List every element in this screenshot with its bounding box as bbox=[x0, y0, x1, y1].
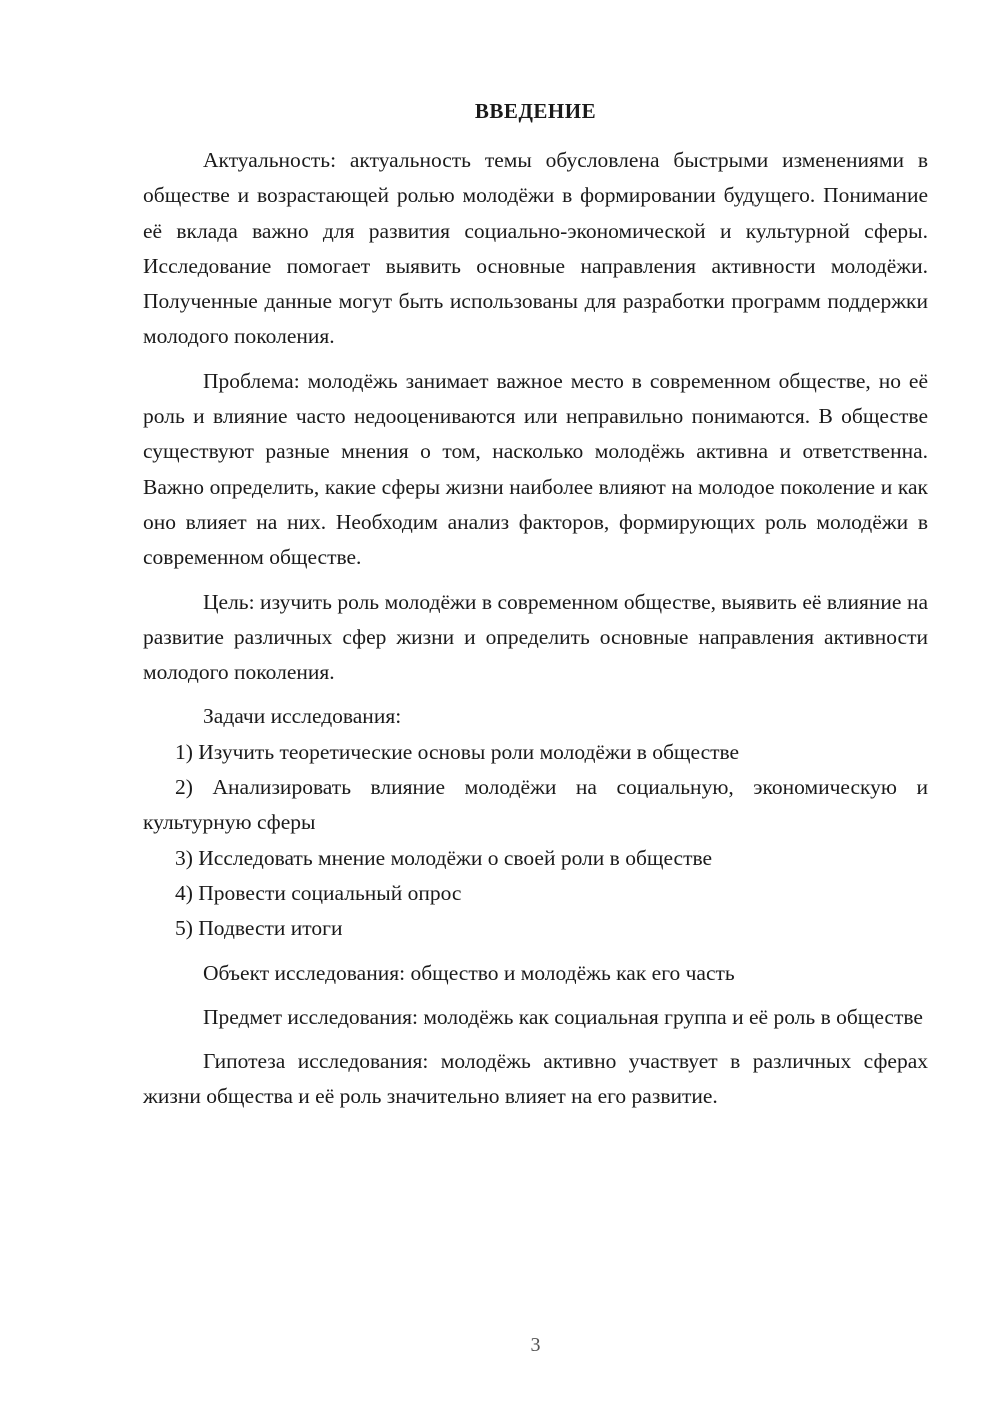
page-number: 3 bbox=[530, 1334, 541, 1356]
task-item: 5) Подвести итоги bbox=[175, 916, 343, 941]
task-item: 1) Изучить теоретические основы роли молодёжи в обществе bbox=[175, 739, 740, 764]
tasks-heading: Задачи исследования: bbox=[203, 704, 402, 729]
task-item: 2) Анализировать влияние молодёжи на социальную, экономическую и культурную сферы bbox=[143, 775, 928, 835]
task-item: 4) Провести социальный опрос bbox=[175, 880, 462, 905]
document-body bbox=[143, 143, 928, 1115]
task-item: 3) Исследовать мнение молодёжи о своей роли в обществе bbox=[175, 845, 713, 870]
problem-paragraph: Проблема: молодёжь занимает важное место в современном обществе, но её роль и влияние часто недооцениваются или неправильно понимаются. В обществе существуют разные мнения о том, насколько молодёжь активна и ответственна. Важно определить, какие сферы жизни наиболее влияют на молодое поколение и как оно влияет на них. Необходим анализ факторов, формирующих роль молодёжи в современном обществе. bbox=[143, 368, 928, 570]
subject-paragraph: Предмет исследования: молодёжь как социальная группа и её роль в обществе bbox=[203, 1004, 923, 1029]
document-page bbox=[143, 0, 928, 1414]
object-paragraph: Объект исследования: общество и молодёжь как его часть bbox=[203, 960, 735, 985]
goal-paragraph: Цель: изучить роль молодёжи в современном обществе, выявить её влияние на развитие различных сфер жизни и определить основные направления активности молодого поколения. bbox=[143, 589, 928, 685]
relevance-paragraph: Актуальность: актуальность темы обусловлена быстрыми изменениями в обществе и возрастающей ролью молодёжи в формировании будущего. Понимание её вклада важно для развития социально-экономической и культурной сферы. Исследование помогает выявить основные направления активности молодёжи. Полученные данные могут быть использованы для разработки программ поддержки молодого поколения. bbox=[143, 148, 928, 349]
page-title: ВВЕДЕНИЕ bbox=[474, 99, 597, 123]
hypothesis-paragraph: Гипотеза исследования: молодёжь активно участвует в различных сферах жизни общества и её роль значительно влияет на его развитие. bbox=[143, 1049, 928, 1109]
